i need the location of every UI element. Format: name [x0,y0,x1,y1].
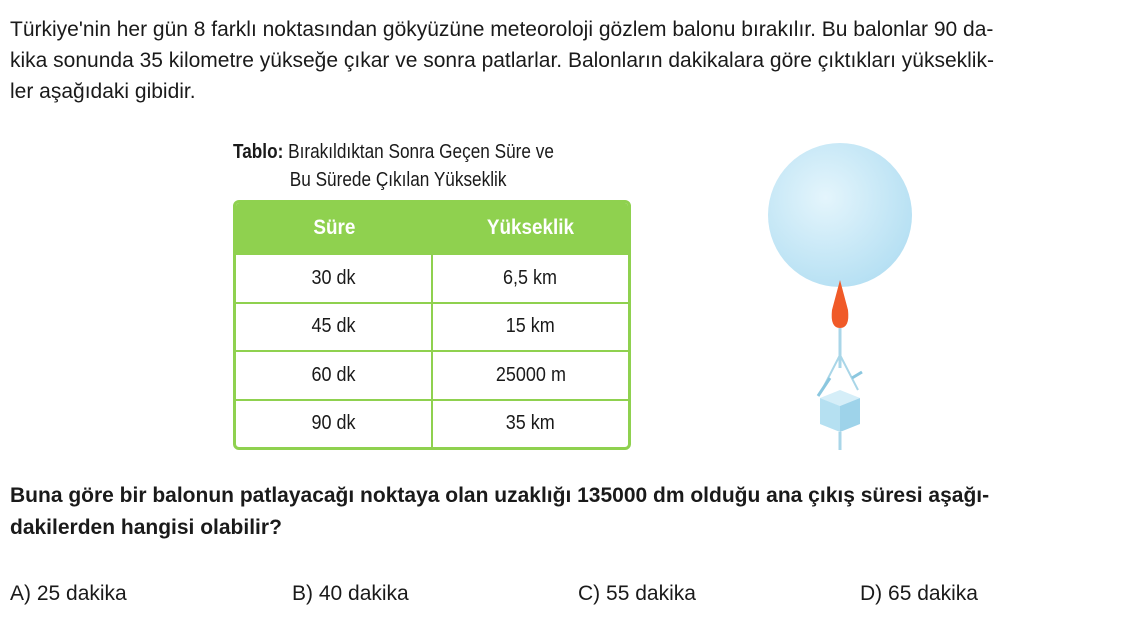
intro-line-2: kika sonunda 35 kilometre yükseğe çıkar ve sonra patlarlar. Balonların dakikalara göre çıktıkları yükseklik- [10,49,994,72]
option-text: 55 dakika [606,582,696,605]
table-cell-duration: 45 dk [236,302,433,351]
option-text: 25 dakika [36,582,127,605]
option-text: 40 dakika [318,582,409,605]
question-line-2: dakilerden hangisi olabilir? [10,516,282,539]
option-a[interactable] [10,580,127,608]
option-letter: A) [10,582,31,605]
table-cell-duration: 30 dk [236,253,433,302]
intro-line-1: Türkiye'nin her gün 8 farklı noktasından gökyüzüne meteoroloji gözlem balonu bırakılır. Bu balonlar 90 da- [10,18,994,41]
option-letter: D) [860,582,883,605]
table-cell-altitude: 6,5 km [433,253,628,302]
table-caption-line-1: Bırakıldıktan Sonra Geçen Süre ve [283,141,554,163]
question-line-1: Buna göre bir balonun patlayacağı noktaya olan uzaklığı 135000 dm olduğu ana çıkış süresi aşağı- [10,484,990,507]
question-text [10,480,1112,544]
table-caption [233,138,554,194]
option-letter: B) [292,582,313,605]
intro-line-3: ler aşağıdaki gibidir. [10,80,196,103]
table-cell-altitude: 25000 m [433,350,628,399]
table-cell-duration: 90 dk [236,399,433,448]
instrument-box [820,390,860,432]
table-caption-label: Tablo: [233,141,284,163]
option-text: 65 dakika [888,582,978,605]
option-letter: C) [578,582,601,605]
table-cell-duration: 60 dk [236,350,433,399]
option-d[interactable] [860,580,978,608]
table-cell-altitude: 15 km [433,302,628,351]
balloon-cone [832,280,849,328]
column-header-altitude: Yükseklik [433,203,628,253]
table-caption-line-2: Bu Sürede Çıkılan Yükseklik [289,169,507,191]
table-cell-altitude: 35 km [433,399,628,448]
column-header-duration: Süre [236,203,433,253]
intro-paragraph [10,14,1112,107]
option-b[interactable] [292,580,409,608]
option-c[interactable] [578,580,696,608]
balloon-envelope [768,143,912,287]
weather-balloon-icon [760,140,920,460]
data-table [233,200,631,450]
